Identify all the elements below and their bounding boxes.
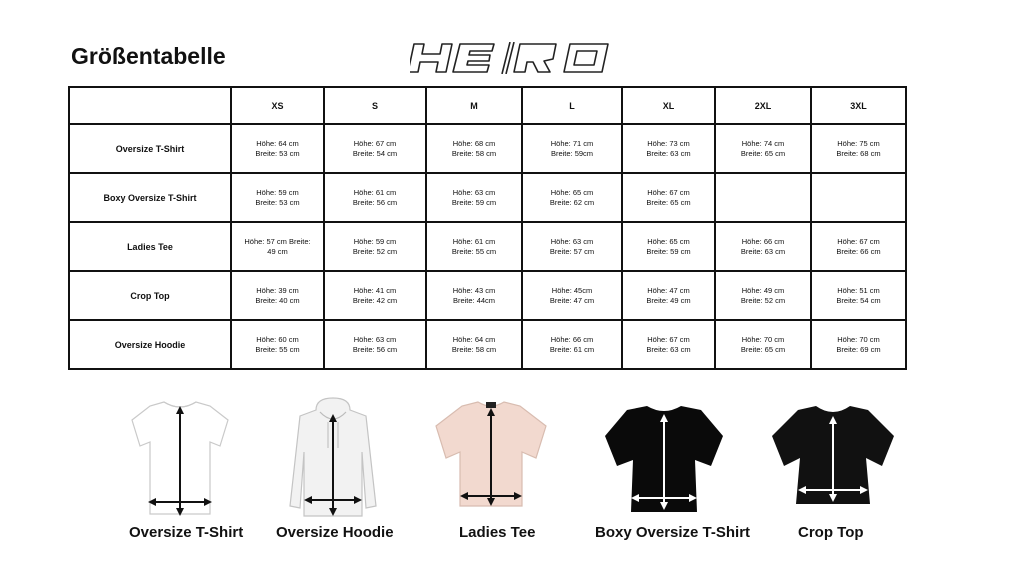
cell-line-width: Breite: 40 cm [255,295,300,305]
cell-line-height: Höhe: 43 cm [452,285,496,295]
cell-line-width: Breite: 55 cm [255,344,300,354]
cell-line-height: Höhe: 64 cm [452,334,496,344]
header-cell-xs: XS [231,87,324,124]
table-cell [522,222,622,271]
crop-top-icon [770,396,896,508]
table-cell [522,320,622,369]
cell-line-height: Höhe: 61 cm [452,236,496,246]
cell-line-width: Breite: 68 cm [836,148,881,158]
garment-label-oversize-tshirt: Oversize T-Shirt [129,524,244,541]
cell-line-width: Breite: 59 cm [451,197,497,207]
header-cell-3xl: 3XL [811,87,906,124]
header-cell-s: S [324,87,426,124]
cell-line-width: Breite: 58 cm [451,344,497,354]
header-cell-m: M [426,87,522,124]
table-cell [622,124,715,173]
cell-line-width: Breite: 54 cm [836,295,881,305]
garment-label-oversize-hoodie: Oversize Hoodie [276,524,394,541]
cell-line-height: Höhe: 51 cm [837,285,880,295]
cell-line-height: Höhe: 57 cm Breite: [244,236,311,246]
cell-line-width: Breite: 42 cm [352,295,398,305]
table-cell [426,271,522,320]
cell-line-height: Höhe: 71 cm [550,138,594,148]
garment-label-ladies-tee: Ladies Tee [459,524,536,541]
cell-line-height: Höhe: 70 cm [741,334,785,344]
header-cell-xl: XL [622,87,715,124]
table-cell [324,271,426,320]
cell-line-width: Breite: 49 cm [646,295,691,305]
cell-line-width: Breite: 52 cm [352,246,398,256]
table-cell [324,320,426,369]
cell-line-height: Höhe: 67 cm [837,236,880,246]
table-row [69,222,906,271]
table-row [69,320,906,369]
table-cell [324,222,426,271]
table-cell [715,271,811,320]
cell-line-height: Höhe: 45cm [551,285,593,295]
row-label: Oversize Hoodie [69,320,231,369]
table-cell [811,222,906,271]
cell-line-width: Breite: 57 cm [549,246,595,256]
header-row [69,87,906,124]
table-cell [426,320,522,369]
cell-line-width: Breite: 65 cm [740,148,786,158]
table-cell [522,124,622,173]
cell-line-height: Höhe: 65 cm [550,187,594,197]
cell-line-height: Höhe: 65 cm [647,236,690,246]
table-cell [622,173,715,222]
table-cell [715,320,811,369]
cell-line-height: Höhe: 67 cm [647,187,690,197]
cell-line-height: Höhe: 68 cm [452,138,496,148]
table-cell [231,320,324,369]
garment-label-crop-top: Crop Top [798,524,864,541]
cell-line-height: Höhe: 59 cm [353,236,397,246]
table-cell [811,271,906,320]
header-cell-2xl: 2XL [715,87,811,124]
cell-line-width: Breite: 63 cm [646,344,691,354]
table-row [69,124,906,173]
row-label: Oversize T-Shirt [69,124,231,173]
cell-line-height: Höhe: 67 cm [353,138,397,148]
table-cell [715,124,811,173]
cell-line-width: Breite: 56 cm [352,197,398,207]
cell-line-height: Höhe: 66 cm [741,236,785,246]
cell-line-height: Höhe: 60 cm [256,334,299,344]
cell-line-width: Breite: 56 cm [352,344,398,354]
table-cell [231,124,324,173]
cell-line-height: Höhe: 59 cm [256,187,299,197]
table-cell [426,173,522,222]
cell-line-height: Höhe: 39 cm [256,285,299,295]
cell-line-width: Breite: 62 cm [549,197,595,207]
table-cell [231,173,324,222]
table-cell [426,222,522,271]
cell-line-width: Breite: 54 cm [352,148,398,158]
table-cell [622,271,715,320]
header-cell [69,87,231,124]
cell-line-width: Breite: 55 cm [451,246,497,256]
size-table-body [69,124,906,369]
table-cell [522,173,622,222]
cell-line-height: Höhe: 67 cm [647,334,690,344]
row-label: Ladies Tee [69,222,231,271]
table-row [69,173,906,222]
cell-line-height: Höhe: 63 cm [550,236,594,246]
hero-logo [410,42,615,74]
table-cell [324,124,426,173]
table-cell [715,173,811,222]
cell-line-height: Höhe: 75 cm [837,138,880,148]
table-cell [622,320,715,369]
cell-line-height: Höhe: 64 cm [256,138,299,148]
cell-line-width: Breite: 44cm [452,295,496,305]
table-cell [811,124,906,173]
cell-line-height: Höhe: 63 cm [452,187,496,197]
cell-line-height: Höhe: 41 cm [353,285,397,295]
table-cell [811,320,906,369]
cell-line-width: Breite: 63 cm [646,148,691,158]
table-cell [622,222,715,271]
table-cell [231,222,324,271]
cell-line-width: Breite: 61 cm [549,344,595,354]
garment-label-boxy-oversize-tshirt: Boxy Oversize T-Shirt [595,524,751,541]
cell-line-width: Breite: 59 cm [646,246,691,256]
cell-line-width: Breite: 66 cm [836,246,881,256]
ladies-tee-icon [432,396,550,510]
cell-line-width: Breite: 53 cm [255,148,300,158]
table-cell [522,271,622,320]
cell-line-width: Breite: 59cm [550,148,594,158]
cell-line-width: Breite: 58 cm [451,148,497,158]
cell-line-width: Breite: 69 cm [836,344,881,354]
table-cell [426,124,522,173]
cell-line-width: Breite: 65 cm [646,197,691,207]
cell-line-height: Höhe: 66 cm [550,334,594,344]
page-title: Größentabelle [71,43,226,69]
row-label: Boxy Oversize T-Shirt [69,173,231,222]
cell-line-height: Höhe: 63 cm [353,334,397,344]
cell-line-width: Breite: 63 cm [740,246,786,256]
boxy-oversize-tshirt-icon [603,396,725,516]
cell-line-height: Höhe: 70 cm [837,334,880,344]
table-cell [811,173,906,222]
table-cell [324,173,426,222]
table-row [69,271,906,320]
cell-line-width: Breite: 47 cm [549,295,595,305]
cell-line-height: Höhe: 47 cm [647,285,690,295]
oversize-hoodie-icon [286,396,380,520]
size-table [68,86,907,370]
cell-line-height: Höhe: 74 cm [741,138,785,148]
row-label: Crop Top [69,271,231,320]
table-cell [231,271,324,320]
cell-line-height: Höhe: 73 cm [647,138,690,148]
table-cell [715,222,811,271]
cell-line-width: Breite: 65 cm [740,344,786,354]
cell-line-height: Höhe: 49 cm [741,285,785,295]
cell-line-width: Breite: 52 cm [740,295,786,305]
oversize-tshirt-icon [128,396,232,520]
cell-line-height: Höhe: 61 cm [353,187,397,197]
header-cell-l: L [522,87,622,124]
cell-line-width: Breite: 53 cm [255,197,300,207]
cell-line-width: 49 cm [267,246,288,256]
